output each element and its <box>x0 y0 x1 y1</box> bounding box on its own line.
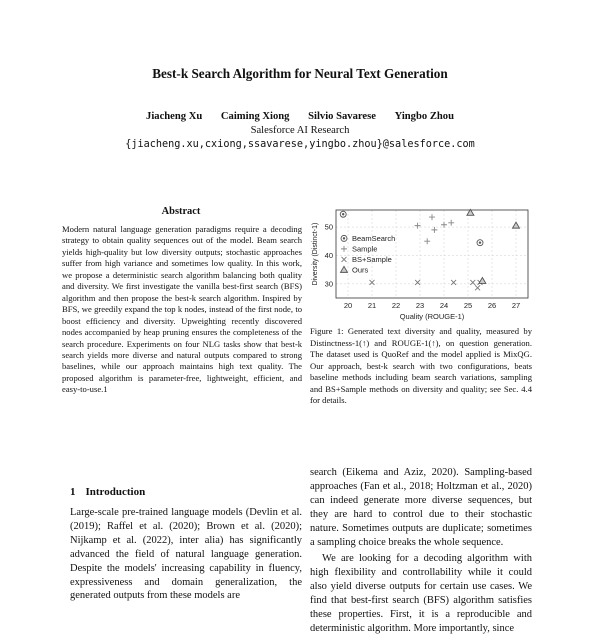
x-tick-label: 22 <box>391 301 401 310</box>
paragraph: We are looking for a decoding algorithm with high flexibility and controllability while it could also yield diverse outputs for certain use cases. We find that best-first search (BFS) algorithm satisfies these properties. First, it is a reproducible and deterministic algorithm. More importantly, since <box>310 553 532 634</box>
x-axis-label: Quality (ROUGE-1) <box>399 312 465 321</box>
paper-title: Best-k Search Algorithm for Neural Text Generation <box>152 66 448 81</box>
legend-label: BeamSearch <box>352 233 396 243</box>
right-column-text <box>310 466 532 639</box>
y-tick-label: 30 <box>324 279 333 289</box>
x-tick-label: 24 <box>439 301 449 310</box>
y-axis-label: Diversity (Distinct-1) <box>312 222 319 286</box>
point-ours <box>479 277 486 283</box>
author-name: Yingbo Zhou <box>394 111 454 122</box>
figure-1-chart <box>310 208 532 323</box>
legend-label: Ours <box>352 265 369 275</box>
abstract-heading: Abstract <box>161 206 201 217</box>
author-list <box>0 111 600 122</box>
point-sample <box>448 220 454 226</box>
author-name: Silvio Savarese <box>308 111 376 122</box>
point-bs-sample <box>470 280 475 285</box>
author-emails[interactable]: {jiacheng.xu,cxiong,ssavarese,yingbo.zhou}@salesforce.com <box>125 139 475 150</box>
x-tick-label: 26 <box>487 301 497 310</box>
point-sample <box>424 238 430 244</box>
paragraph: search (Eikema and Aziz, 2020). Sampling-based approaches (Fan et al., 2018; Holtzman et al., 2020) can indeed generate more diverse sequences, but they are hard to control due to their stochastic nature. Sometimes outputs are duplicate; sometimes a sampling choice breaks the whole sequence. <box>310 467 532 548</box>
introduction-text: Large-scale pre-trained language models (Devlin et al. (2019); Raffel et al. (2020); Brown et al. (2020); Nijkamp et al. (2022), inter alia) has significantly advanced the field of natural language generation. Despite the models' increasing capability in fluency, expressiveness and domain generalization, the generated outputs from these models are <box>70 507 302 602</box>
legend-label: BS+Sample <box>352 254 392 264</box>
legend-marker-dot <box>343 237 345 239</box>
x-tick-label: 25 <box>463 301 473 310</box>
point-bs-sample <box>451 280 456 285</box>
abstract-text: Modern natural language generation paradigms require a decoding strategy to obtain quality sequences out of the model. Beam search yields high-quality but low diversity outputs; stochastic approaches suffer from high variance and sometimes low quality. In this work, we propose a deterministic search algorithm balancing both quality and diversity. We first investigate the vanilla best-first search (BFS) algorithm and then propose the best-k search algorithm. Inspired by BFS, we greedily expand the top k nodes, instead of the first node, to boost efficiency and diversity. Upweighting recently discovered nodes accompanied by heap pruning ensures the completeness of the search procedure. Experiments on four NLG tasks show that best-k search yields more diverse and natural outputs compared to strong baselines, while our approach maintains high text quality. The proposed algorithm is parameter-free, lightweight, efficient, and easy-to-use.1 <box>62 224 302 395</box>
author-name: Caiming Xiong <box>220 111 290 122</box>
y-tick-label: 40 <box>324 250 333 260</box>
affiliation: Salesforce AI Research <box>250 125 350 136</box>
legend-marker <box>341 266 348 272</box>
legend-label: Sample <box>352 244 378 254</box>
point-bs-sample <box>475 285 480 290</box>
x-tick-label: 21 <box>367 301 377 310</box>
x-tick-label: 20 <box>343 301 353 310</box>
author-name: Jiacheng Xu <box>146 111 203 122</box>
point-bs-sample <box>415 280 420 285</box>
legend-marker <box>341 246 347 252</box>
section-number: 1 <box>70 486 76 498</box>
figure-1-caption: Figure 1: Generated text diversity and quality, measured by Distinctness-1(↑) and ROUGE-1(↑), on question generation. The dataset used is QuoRef and the model applied is MixQG. Our approach, best-k search with two configurations, beats baseline methods including beam search variations, sampling and BS+Sample methods on diversity and quality; see Sec. 4.4 for details. <box>310 326 532 405</box>
y-tick-label: 50 <box>324 222 333 232</box>
x-tick-label: 23 <box>415 301 425 310</box>
point-ours <box>513 222 520 228</box>
section-title: Introduction <box>85 486 146 498</box>
section-heading-introduction <box>70 486 145 498</box>
scatter-plot <box>310 208 532 323</box>
legend-marker <box>342 257 347 262</box>
point-beamsearch-dot <box>479 241 481 243</box>
point-sample <box>429 214 435 220</box>
point-bs-sample <box>370 280 375 285</box>
point-sample <box>431 227 437 233</box>
x-tick-label: 27 <box>511 301 521 310</box>
point-beamsearch-dot <box>342 213 344 215</box>
